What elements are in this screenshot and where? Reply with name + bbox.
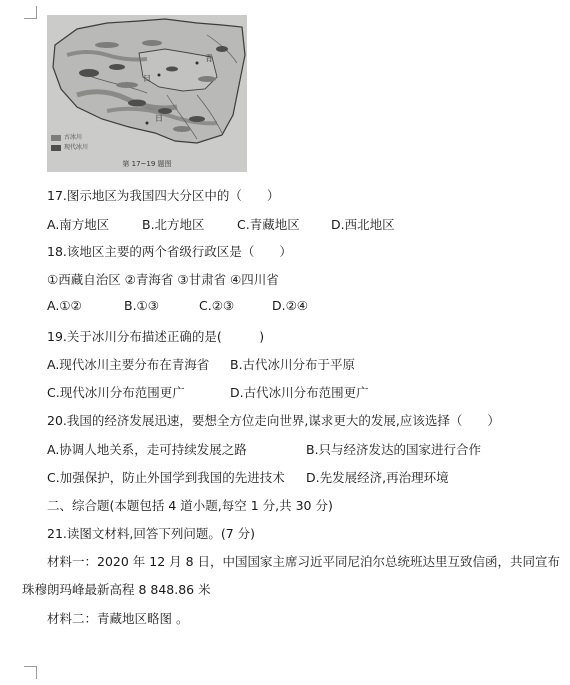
material-1-line-1: 材料一：2020 年 12 月 8 日，中国国家主席习近平同尼泊尔总统班达里互致信函，共同宣布	[47, 554, 561, 569]
question-20-option-d: D.先发展经济,再治理环境	[306, 470, 449, 485]
map-label-3: 日	[155, 114, 163, 123]
legend-label-modern: 现代冰川	[64, 144, 89, 151]
question-19-option-c: C.现代冰川分布范围更广	[47, 385, 185, 400]
question-18-option-a: A.①②	[47, 298, 82, 313]
question-19-option-b: B.古代冰川分布于平原	[230, 357, 356, 372]
map-label-2: 日	[143, 74, 151, 83]
question-20-option-c: C.加强保护，防止外国学到我国的先进技术	[47, 470, 285, 485]
question-17-option-b: B.北方地区	[142, 217, 205, 232]
question-19-stem: 19.关于冰川分布描述正确的是( )	[47, 329, 265, 344]
question-19-option-a: A.现代冰川主要分布在青海省	[47, 357, 210, 372]
question-20-option-a: A.协调人地关系，走可持续发展之路	[47, 442, 247, 457]
question-18-option-b: B.①③	[124, 298, 159, 313]
page-corner-mark-top	[24, 6, 37, 19]
figure-caption: 第 17~19 题图	[122, 160, 172, 168]
question-19-option-d: D.古代冰川分布范围更广	[230, 385, 369, 400]
material-2-line: 材料二：青藏地区略图 。	[47, 611, 189, 626]
legend-swatch-modern	[51, 145, 61, 151]
legend-modern-glacier	[51, 142, 88, 151]
question-18-choices-note: ①西藏自治区 ②青海省 ③甘肃省 ④四川省	[47, 272, 279, 287]
question-18-option-c: C.②③	[199, 298, 235, 313]
question-18-stem: 18.该地区主要的两个省级行政区是（ ）	[47, 244, 292, 259]
question-20-option-b: B.只与经济发达的国家进行合作	[306, 442, 482, 457]
question-21-stem: 21.读图文材料,回答下列问题。(7 分)	[47, 526, 256, 541]
question-18-option-d: D.②④	[272, 298, 309, 313]
question-17-option-d: D.西北地区	[331, 217, 395, 232]
question-17-option-a: A.南方地区	[47, 217, 110, 232]
legend-swatch-ancient	[51, 135, 61, 141]
legend-label-ancient: 古冰川	[64, 134, 83, 141]
material-1-line-2: 珠穆朗玛峰最新高程 8 848.86 米	[22, 582, 211, 597]
page-corner-mark-bottom	[24, 666, 37, 679]
map-label-1: 青	[205, 54, 213, 63]
question-17-option-c: C.青藏地区	[237, 217, 300, 232]
section-2-heading: 二、综合题(本题包括 4 道小题,每空 1 分,共 30 分)	[47, 498, 333, 513]
question-17-stem: 17.图示地区为我国四大分区中的（ ）	[47, 188, 280, 203]
qinghai-tibet-map-figure	[47, 15, 247, 172]
question-20-stem: 20.我国的经济发展迅速，要想全方位走向世界,谋求更大的发展,应该选择（ ）	[47, 413, 500, 428]
legend-ancient-glacier	[51, 132, 82, 141]
